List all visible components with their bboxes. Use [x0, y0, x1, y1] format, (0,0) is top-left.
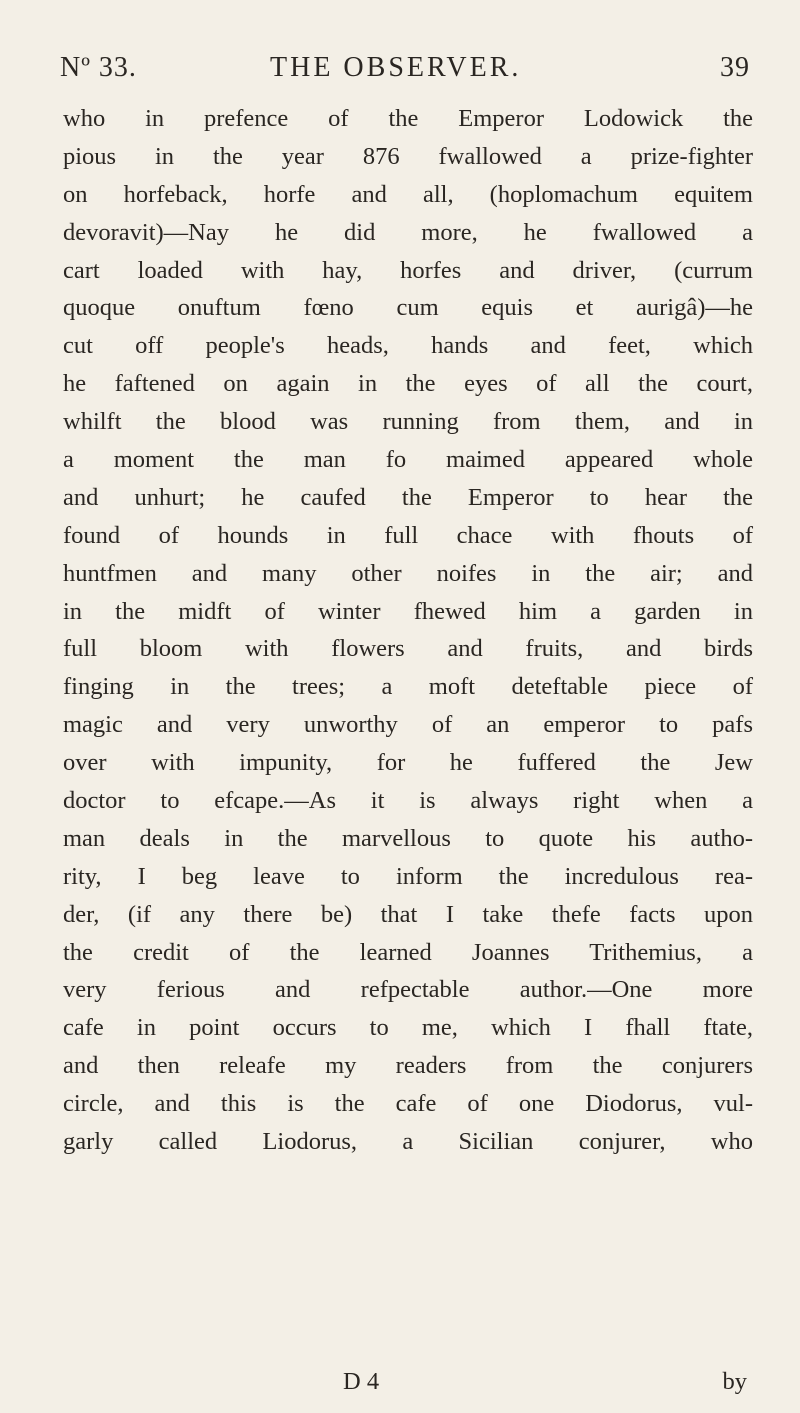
text-line: who in prefence of the Emperor Lodowick the [63, 105, 753, 132]
text-line: cafe in point occurs to me, which I fhall ftate, [63, 1014, 753, 1042]
page-number: 39 [720, 52, 750, 83]
text-line: the credit of the learned Joannes Trithemius, a [63, 938, 753, 966]
text-line: and unhurt; he caufed the Emperor to hear the [63, 483, 753, 511]
text-line: magic and very unworthy of an emperor to pafs [63, 711, 753, 739]
signature-mark: D 4 [343, 1368, 380, 1395]
text-line: a moment the man fo maimed appeared whole [63, 446, 753, 474]
text-line: on horfeback, horfe and all, (hoplomachum equitem [63, 180, 753, 208]
text-line: he faftened on again in the eyes of all the court, [63, 370, 753, 398]
text-line: pious in the year 876 fwallowed a prize-fighter [63, 142, 753, 170]
text-line: very ferious and refpectable author.—One more [63, 976, 753, 1004]
text-line: der, (if any there be) that I take thefe facts upon [63, 900, 753, 928]
issue-number: Nº 33. [60, 52, 137, 83]
text-line: finging in the trees; a moft deteftable piece of [63, 673, 753, 701]
text-line: rity, I beg leave to inform the incredulous rea- [63, 862, 753, 890]
running-head [60, 52, 750, 92]
text-line: man deals in the marvellous to quote his autho- [63, 824, 753, 852]
text-line: and then releafe my readers from the conjurers [63, 1052, 753, 1080]
text-line: whilft the blood was running from them, and in [63, 408, 753, 436]
catch-line [63, 1368, 753, 1404]
text-line: over with impunity, for he fuffered the Jew [63, 749, 753, 777]
text-line: cart loaded with hay, horfes and driver, (currum [63, 256, 753, 284]
body-text [63, 100, 753, 1161]
text-line: found of hounds in full chace with fhouts of [63, 521, 753, 549]
text-line: huntfmen and many other noifes in the air; and [63, 559, 753, 587]
text-line: devoravit)—Nay he did more, he fwallowed a [63, 218, 753, 246]
text-line: circle, and this is the cafe of one Diodorus, vul- [63, 1090, 753, 1118]
catchword: by [722, 1368, 747, 1395]
text-line: doctor to efcape.—As it is always right when a [63, 787, 753, 815]
text-line: cut off people's heads, hands and feet, which [63, 332, 753, 360]
text-line: garly called Liodorus, a Sicilian conjurer, who [63, 1128, 753, 1156]
text-line: quoque onuftum fœno cum equis et aurigâ)—he [63, 294, 753, 322]
running-title: THE OBSERVER. [270, 52, 522, 83]
text-line: full bloom with flowers and fruits, and birds [63, 635, 753, 663]
text-line: in the midft of winter fhewed him a garden in [63, 597, 753, 625]
